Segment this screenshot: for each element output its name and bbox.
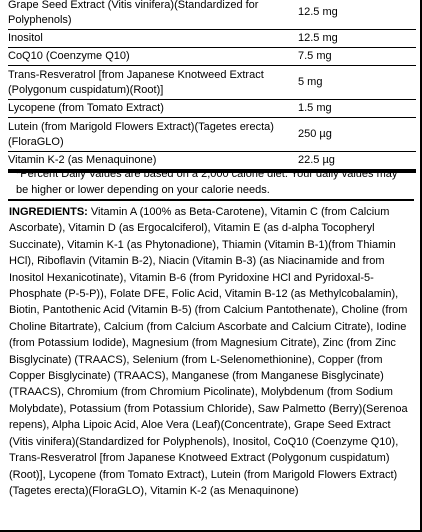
nutrient-amount: 7.5 mg [298,50,332,62]
ingredients-label: INGREDIENTS: [9,206,88,218]
nutrient-table [8,0,416,173]
ingredients-block [9,204,413,499]
nutrient-amount: 22.5 µg [298,154,335,166]
nutrient-name: Inositol [8,32,43,44]
nutrient-amount: 12.5 mg [298,6,338,18]
nutrient-row [8,118,416,152]
divider [8,199,414,201]
nutrient-name: Lycopene (from Tomato Extract) [8,102,164,114]
nutrient-amount: 12.5 mg [298,32,338,44]
nutrient-row [8,48,416,66]
ingredients-text: Vitamin A (100% as Beta-Carotene), Vitamin C (from Calcium Ascorbate), Vitamin D (as Ergocalciferol), Vitamin E (as d-alpha Tocopheryl Succinate), Vitamin K-1 (as Phytonadione), Thiamin (Vitamin B-1)(from Thiamin HCl), Riboflavin (Vitamin B-2), Niacin (Vitamin B-3) (as Niacinamide and from Inositol Hexanicotinate), Vitamin B-6 (from Pyridoxine HCl and Pyridoxal-5-Phosphate (P-5-P)), Folate DFE, Folic Acid, Vitamin B-12 (as Methylcobalamin), Biotin, Pantothenic Acid (Vitamin B-5) (from Calcium Pantothenate), Choline (from Choline Bitartrate), Calcium (from Calcium Ascorbate and Calcium Citrate), Iodine (from Potassium Iodide), Magnesium (from Magnesium Citrate), Zinc (from Zinc Bisglycinate) (TRAACS), Selenium (from L-Selenomethionine), Copper (from Copper Bisglycinate) (TRAACS), Manganese (from Manganese Bisglycinate) (TRAACS), Chromium (from Chromium Picolinate), Molybdenum (from Sodium Molybdate), Potassium (from Potassium Chloride), Saw Palmetto (Berry)(Serenoa repens), Alpha Lipoic Acid, Aloe Vera (Leaf)(Concentrate), Grape Seed Extract (Vitis vinifera)(Standardized for Polyphenols), Inositol, CoQ10 (Coenzyme Q10), Trans-Resveratrol [from Japanese Knotweed Extract (Polygonum cuspidatum)(Root)], Lycopene (from Tomato Extract), Lutein (from Marigold Flowers Extract) (Tagetes erecta)(FloraGLO), Vitamin K-2 (as Menaquinone) [9,206,408,497]
nutrient-row [8,66,416,100]
daily-value-footnote: *Percent Daily Values are based on a 2,000 calorie diet. Your daily values may be higher or lower depending on your calorie needs. [16,168,398,196]
nutrient-name: Vitamin K-2 (as Menaquinone) [8,154,157,166]
nutrient-name: Trans-Resveratrol [from Japanese Knotweed Extract (Polygonum cuspidatum)(Root)] [8,68,264,96]
nutrient-row [8,100,416,118]
nutrient-row [8,0,416,30]
nutrient-amount: 250 µg [298,128,332,140]
nutrient-name: Grape Seed Extract (Vitis vinifera)(Standardized for Polyphenols) [8,0,259,26]
nutrient-name: Lutein (from Marigold Flowers Extract)(Tagetes erecta)(FloraGLO) [8,120,274,148]
nutrient-amount: 1.5 mg [298,102,332,114]
nutrient-row [8,30,416,48]
nutrient-name: CoQ10 (Coenzyme Q10) [8,50,130,62]
nutrient-amount: 5 mg [298,76,323,88]
